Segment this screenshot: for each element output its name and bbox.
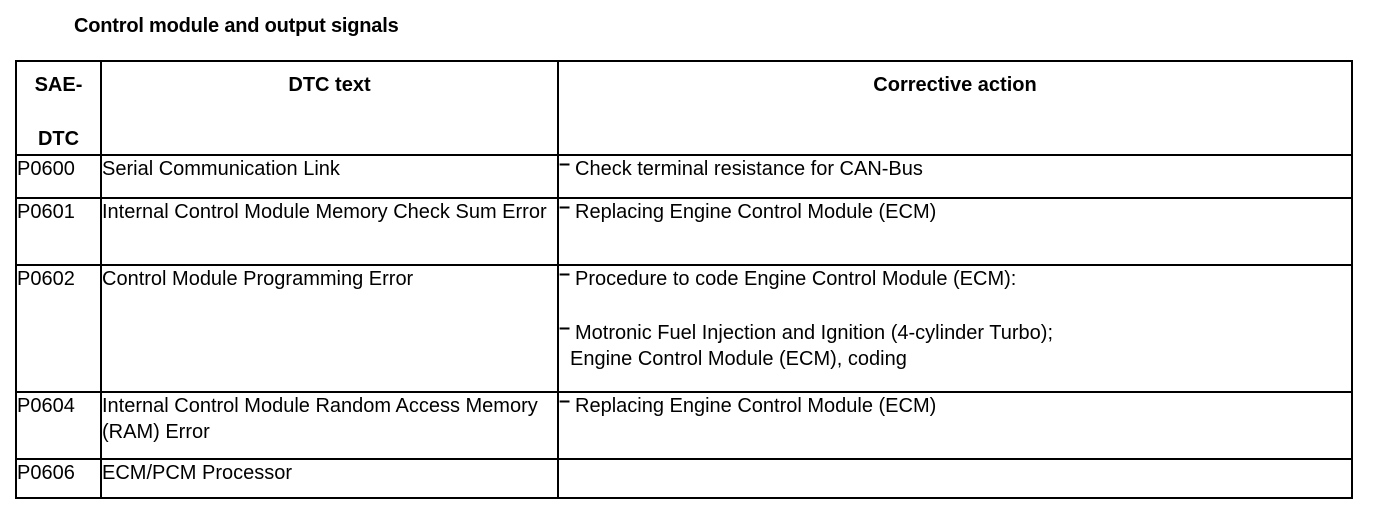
- dash-marker: –: [559, 390, 571, 412]
- dtc-text-cell: Control Module Programming Error: [101, 265, 558, 392]
- dtc-code-cell: P0604: [16, 392, 101, 459]
- action-item: [559, 263, 1351, 292]
- action-item: [559, 196, 1351, 225]
- dtc-code-cell: P0600: [16, 155, 101, 198]
- dash-marker: –: [559, 153, 571, 175]
- table-row: [16, 155, 1352, 198]
- action-item: [559, 153, 1351, 182]
- corrective-action-cell: [558, 265, 1352, 392]
- dtc-text-cell: ECM/PCM Processor: [101, 459, 558, 498]
- header-sae-dtc-line2: DTC: [37, 128, 80, 150]
- action-item: [559, 390, 1351, 419]
- action-text: Procedure to code Engine Control Module (ECM):: [575, 268, 1017, 290]
- action-text: Replacing Engine Control Module (ECM): [575, 395, 937, 417]
- action-text: Motronic Fuel Injection and Ignition (4-cylinder Turbo);: [575, 322, 1054, 344]
- corrective-action-cell: [558, 392, 1352, 459]
- header-sae-dtc: [16, 61, 101, 155]
- table-row: [16, 198, 1352, 265]
- dash-marker: –: [559, 263, 571, 285]
- action-item: [559, 317, 1351, 372]
- dtc-text-cell: Internal Control Module Random Access Memory (RAM) Error: [101, 392, 558, 459]
- page-title: Control module and output signals: [74, 15, 399, 37]
- dtc-text-cell: Internal Control Module Memory Check Sum Error: [101, 198, 558, 265]
- action-text: Check terminal resistance for CAN-Bus: [575, 158, 923, 180]
- dash-marker: –: [559, 196, 571, 218]
- table-header-row: [16, 61, 1352, 155]
- header-corrective-action: Corrective action: [558, 61, 1352, 155]
- dtc-table: [15, 60, 1353, 499]
- header-dtc-text: DTC text: [101, 61, 558, 155]
- corrective-action-cell: [558, 198, 1352, 265]
- header-sae-dtc-line1: SAE-: [34, 74, 83, 96]
- dtc-code-cell: P0606: [16, 459, 101, 498]
- dtc-text-cell: Serial Communication Link: [101, 155, 558, 198]
- table-row: [16, 459, 1352, 498]
- action-text: Replacing Engine Control Module (ECM): [575, 201, 937, 223]
- table-row: [16, 265, 1352, 392]
- corrective-action-cell: [558, 459, 1352, 498]
- action-text-continued: Engine Control Module (ECM), coding: [570, 348, 907, 370]
- corrective-action-cell: [558, 155, 1352, 198]
- dtc-code-cell: P0601: [16, 198, 101, 265]
- dtc-code-cell: P0602: [16, 265, 101, 392]
- dash-marker: –: [559, 317, 571, 339]
- table-row: [16, 392, 1352, 459]
